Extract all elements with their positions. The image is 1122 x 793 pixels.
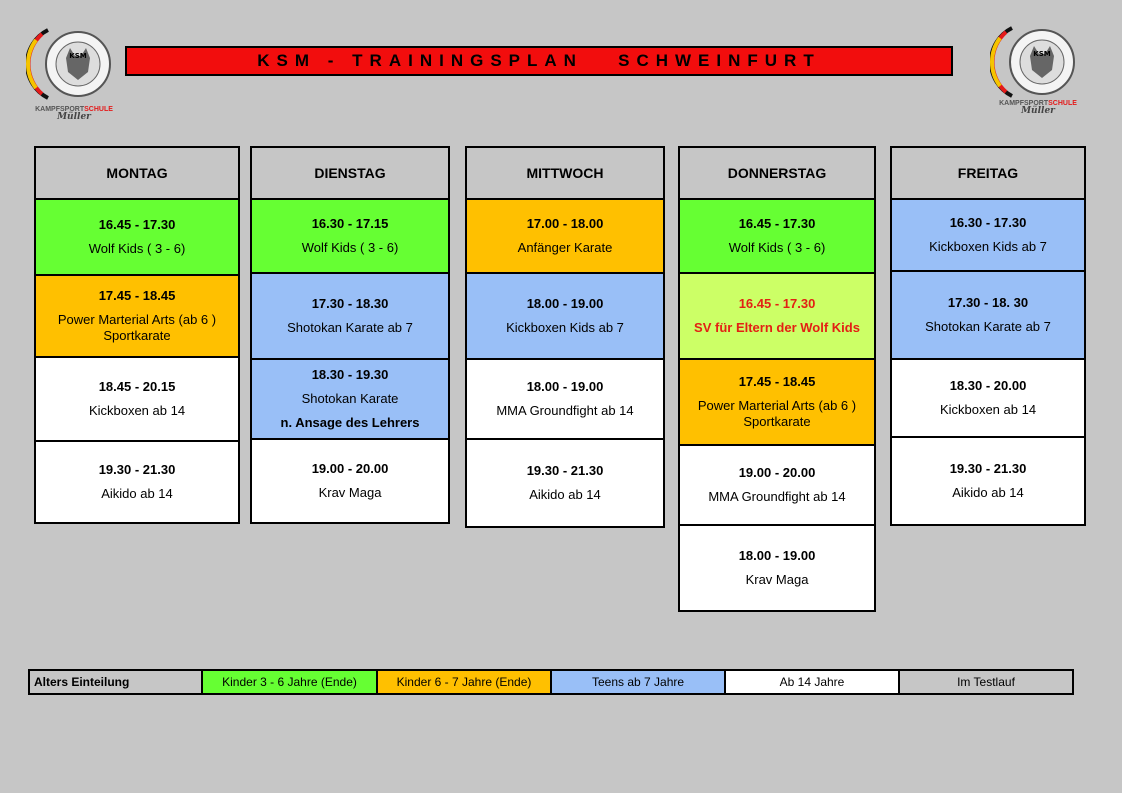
session-cell xyxy=(678,198,876,274)
session-name: SV für Eltern der Wolf Kids xyxy=(694,320,860,335)
session-cell xyxy=(890,198,1086,272)
logo-brand-red-text: SCHULE xyxy=(1048,100,1077,107)
title-bar xyxy=(125,46,953,76)
day-header: FREITAG xyxy=(890,146,1086,200)
session-cell xyxy=(34,274,240,358)
session-time: 17.30 - 18. 30 xyxy=(947,295,1029,310)
session-time: 16.30 - 17.30 xyxy=(949,215,1027,230)
session-cell xyxy=(465,358,665,440)
session-time: 17.45 - 18.45 xyxy=(98,288,176,303)
session-name: Shotokan Karate ab 7 xyxy=(287,320,413,335)
session-time: 19.00 - 20.00 xyxy=(738,465,816,480)
session-cell xyxy=(678,444,876,526)
day-column-freitag xyxy=(890,146,1086,524)
session-time: 17.45 - 18.45 xyxy=(738,374,816,389)
session-time: 18.30 - 20.00 xyxy=(949,378,1027,393)
session-time: 17.30 - 18.30 xyxy=(311,296,389,311)
session-cell xyxy=(465,198,665,274)
session-name: Kickboxen ab 14 xyxy=(939,402,1037,417)
legend-label: Alters Einteilung xyxy=(30,671,203,693)
session-name: Aikido ab 14 xyxy=(952,485,1024,500)
legend-item-teens: Teens ab 7 Jahre xyxy=(552,671,726,693)
session-name: Aikido ab 14 xyxy=(529,487,601,502)
session-cell xyxy=(678,272,876,360)
session-subtitle: Sportkarate xyxy=(743,414,811,429)
session-name: Krav Maga xyxy=(318,485,382,500)
session-cell xyxy=(465,272,665,360)
ksm-emblem-icon xyxy=(26,22,122,106)
session-name: Wolf Kids ( 3 - 6) xyxy=(728,240,826,255)
day-header: MITTWOCH xyxy=(465,146,665,200)
session-name: MMA Groundfight ab 14 xyxy=(708,489,846,504)
session-time: 17.00 - 18.00 xyxy=(526,216,604,231)
session-time: 16.45 - 17.30 xyxy=(738,216,816,231)
session-time: 18.00 - 19.00 xyxy=(738,548,816,563)
session-cell xyxy=(890,436,1086,526)
session-time: 16.45 - 17.30 xyxy=(98,217,176,232)
session-cell xyxy=(890,270,1086,360)
session-time: 18.00 - 19.00 xyxy=(526,296,604,311)
page-title: KSM - TRAININGSPLAN SCHWEINFURT xyxy=(257,51,821,70)
logo-left xyxy=(26,22,122,122)
session-cell xyxy=(34,440,240,524)
session-name: Shotokan Karate xyxy=(301,391,399,406)
session-time: 16.30 - 17.15 xyxy=(311,216,389,231)
session-cell xyxy=(250,198,450,274)
session-name: Kickboxen ab 14 xyxy=(88,403,186,418)
session-time: 16.45 - 17.30 xyxy=(738,296,816,311)
day-header: DONNERSTAG xyxy=(678,146,876,200)
legend-item-testlauf: Im Testlauf xyxy=(900,671,1072,693)
session-name: Power Marterial Arts (ab 6 ) xyxy=(697,398,857,413)
session-time: 19.30 - 21.30 xyxy=(949,461,1027,476)
logo-brand-text: KAMPFSPORT xyxy=(35,106,85,113)
session-name: Aikido ab 14 xyxy=(101,486,173,501)
session-time: 19.30 - 21.30 xyxy=(526,463,604,478)
session-name: Shotokan Karate ab 7 xyxy=(925,319,1051,334)
session-subtitle: Sportkarate xyxy=(103,328,171,343)
session-name: MMA Groundfight ab 14 xyxy=(496,403,634,418)
session-cell xyxy=(250,272,450,360)
day-column-mittwoch xyxy=(465,146,665,526)
svg-text:KSM: KSM xyxy=(1033,50,1051,58)
session-cell xyxy=(34,356,240,442)
session-name: Anfänger Karate xyxy=(517,240,613,255)
session-name: Kickboxen Kids ab 7 xyxy=(506,320,624,335)
day-column-dienstag xyxy=(250,146,450,522)
logo-brand-red-text: SCHULE xyxy=(84,106,113,113)
session-name: Power Marterial Arts (ab 6 ) xyxy=(57,312,217,327)
logo-right xyxy=(990,20,1086,120)
session-time: 19.00 - 20.00 xyxy=(311,461,389,476)
session-time: 18.30 - 19.30 xyxy=(311,367,389,382)
session-name: Krav Maga xyxy=(745,572,809,587)
legend-item-kinder-6-7: Kinder 6 - 7 Jahre (Ende) xyxy=(378,671,552,693)
legend-item-kinder-3-6: Kinder 3 - 6 Jahre (Ende) xyxy=(203,671,378,693)
logo-signature: Müller xyxy=(57,112,91,122)
session-cell xyxy=(890,358,1086,438)
session-cell xyxy=(250,358,450,440)
session-time: 18.00 - 19.00 xyxy=(526,379,604,394)
session-time: 18.45 - 20.15 xyxy=(98,379,176,394)
logo-signature: Müller xyxy=(1021,106,1055,116)
session-cell xyxy=(465,438,665,528)
session-cell xyxy=(678,358,876,446)
session-cell xyxy=(678,524,876,612)
age-legend xyxy=(28,669,1074,695)
session-cell xyxy=(250,438,450,524)
legend-item-ab-14: Ab 14 Jahre xyxy=(726,671,900,693)
session-cell xyxy=(34,198,240,276)
session-name: Wolf Kids ( 3 - 6) xyxy=(88,241,186,256)
day-column-montag xyxy=(34,146,240,522)
session-note: n. Ansage des Lehrers xyxy=(280,415,420,430)
day-column-donnerstag xyxy=(678,146,876,610)
ksm-emblem-icon xyxy=(990,20,1086,104)
session-name: Kickboxen Kids ab 7 xyxy=(929,239,1047,254)
session-time: 19.30 - 21.30 xyxy=(98,462,176,477)
day-header: MONTAG xyxy=(34,146,240,200)
svg-text:KSM: KSM xyxy=(69,52,87,60)
day-header: DIENSTAG xyxy=(250,146,450,200)
logo-brand-text: KAMPFSPORT xyxy=(999,100,1049,107)
session-name: Wolf Kids ( 3 - 6) xyxy=(301,240,399,255)
